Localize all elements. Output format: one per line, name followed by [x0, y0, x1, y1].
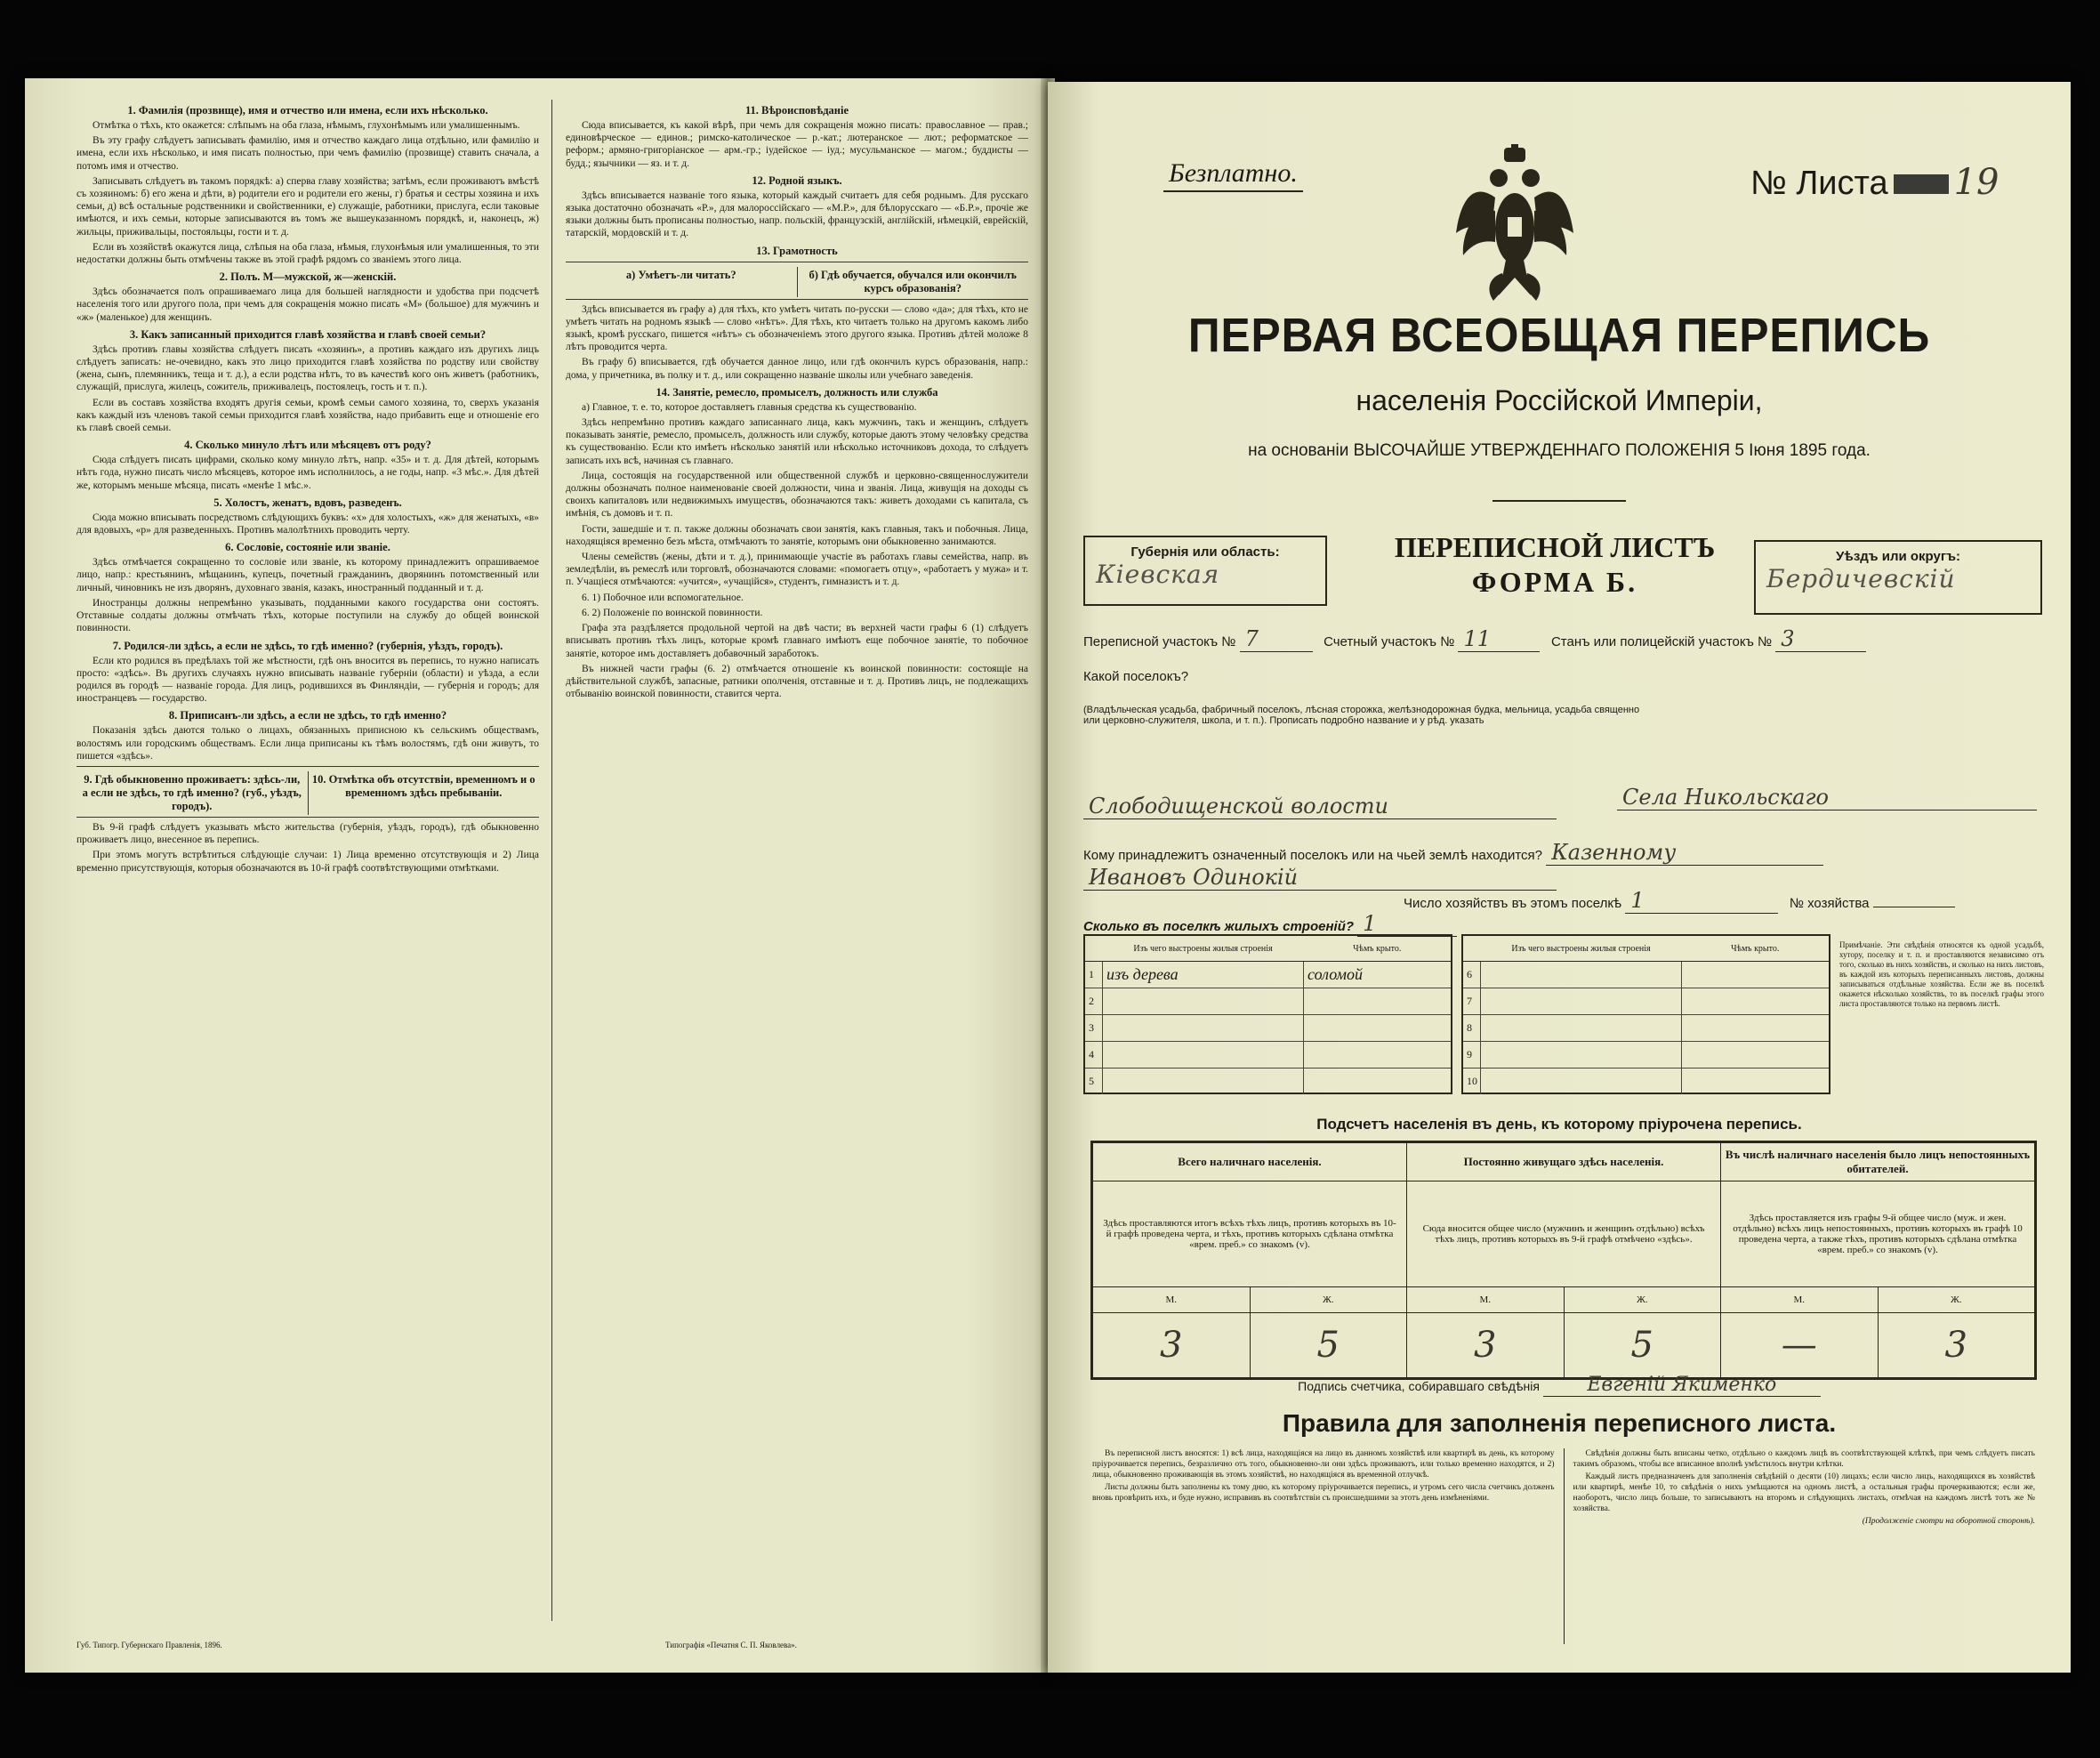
settlement-hint: (Владѣльческая усадьба, фабричный поселокъ, лѣсная сторожка, желѣзнодорожная будка, мельница, усадьба священно или церковно-служителя, школа, и т. п.). Прописать подробно название и у рѣд. указать: [1083, 705, 1640, 726]
legal-basis: на основаніи ВЫСОЧАЙШЕ УТВЕРЖДЕННАГО ПОЛОЖЕНІЯ 5 Іюня 1895 года.: [1248, 441, 1871, 460]
rules-paragraph: Свѣдѣнія должны быть вписаны четко, отдѣльно о каждомъ лицѣ въ соотвѣтствующей клѣткѣ, при чемъ слѣдуетъ писать такимъ образомъ, чтобы все вписанное вполнѣ умѣстилось внутри клѣтки.: [1573, 1449, 2035, 1469]
bld-header-roof: Чѣмъ крыто.: [1682, 936, 1829, 962]
section-paragraph: Если въ составъ хозяйства входятъ другія семьи, кромѣ семьи самого хозяина, то, сверхъ указанія какъ каждый изъ членовъ такой семьи приходится главѣ хозяйства, надо прибавить еще и отношеніе его къ главѣ своей семьи.: [76, 397, 539, 434]
pop-desc-temporary: Здѣсь проставляется изъ графы 9-й общее число (муж. и жен. отдѣльно) всѣхъ лицъ непостоянныхъ, противъ которыхъ въ графѣ 10 проведена черта, а также тѣхъ, противъ которыхъ сдѣлана отмѣтка «врем. преб.» со знакомъ (v).: [1721, 1181, 2035, 1287]
building-material: [1481, 1015, 1682, 1042]
building-roof: [1682, 988, 1829, 1015]
uezd-box: [1754, 540, 2042, 615]
section-title: 13. Грамотность: [756, 244, 838, 257]
mf-label: Ж.: [1250, 1287, 1407, 1313]
counter-label: Подпись счетчика, собиравшаго свѣдѣнія: [1298, 1379, 1540, 1393]
printer-footer-left: Губ. Типогр. Губернскаго Правленія, 1896.: [76, 1641, 222, 1649]
printer-footer-right: Типографія «Печатня С. П. Яковлева».: [665, 1641, 797, 1649]
rules-footer: (Продолженіе смотри на оборотной сторонѣ).: [1862, 1517, 2035, 1526]
building-row: [1085, 1069, 1451, 1095]
section-paragraph: Если кто родился въ предѣлахъ той же мѣстности, гдѣ онъ вносится въ перепись, то нужно написать просто: «здѣсь». Въ другихъ случаяхъ нужно вписывать названіе губерніи (области) и уѣзда, а если родился въ городѣ — названіе города. Для лицъ, родившихся въ Финляндіи, — губернія и городъ; для иностранцевъ — государство.: [76, 655, 539, 705]
counter-signature: Евгеній Якименко: [1543, 1374, 1821, 1397]
building-number: 6: [1463, 962, 1481, 988]
building-row: [1085, 962, 1451, 988]
form-name: ФОРМА Б.: [1471, 566, 1638, 598]
section-paragraph: 6. 2) Положеніе по воинской повинности.: [582, 607, 763, 618]
section-paragraph: Въ нижней части графы (6. 2) отмѣчается отношеніе къ воинской повинности: состоящіе на дѣйствительной службѣ, запасные, ратники ополченія, отставные и т. д. Противъ лицъ, не подлежащихъ отбыванію воинской повинности, ставится черта.: [566, 663, 1028, 700]
instructions-column-1: [76, 100, 539, 1619]
counter-signature-line: [1048, 1374, 2071, 1397]
section-paragraph: Здѣсь вписывается названіе того языка, который каждый считаетъ для себя роднымъ. Для русскаго языка достаточно обозначать «Р.», для малороссійскаго — «М.Р.», для бѣлорусскаго — «Б.Р.», прочіе же языки должны быть прописаны полностью, напр. польскій, французскій, англійскій, нѣмецкій, еврейскій, татарскій, мордовскій и т. д.: [566, 190, 1028, 239]
sheet-number-redaction: [1894, 174, 1949, 194]
section-paragraph: Показанія здѣсь даются только о лицахъ, обязанныхъ приписною къ сельскимъ обществамъ, волостямъ или городскимъ обществамъ. Если лица приписаны къ тѣмъ волостямъ, гдѣ они живутъ, то пишется «здѣсь».: [76, 725, 539, 762]
building-material: [1481, 962, 1682, 988]
section-paragraph: Въ эту графу слѣдуетъ записывать фамилію, имя и отчество каждаго лица отдѣльно, или фамилію и имена, если ихъ нѣсколько, и имя писать полностью, при чемъ фамилію (прозвище) ставить сначала, а потомъ имя и отчество.: [76, 135, 539, 172]
building-material: [1481, 988, 1682, 1015]
building-number: 5: [1085, 1069, 1103, 1095]
box-left: 9. Гдѣ обыкновенно проживаетъ: здѣсь-ли, а если не здѣсь, то гдѣ именно? (губ., уѣздъ, городъ).: [82, 772, 302, 812]
section-paragraph: Въ графу б) вписывается, гдѣ обучается данное лицо, или гдѣ окончилъ курсъ образованія, напр.: дома, у причетника, въ полку и т. д., или сокращенно названіе школы или учебнаго заведенія.: [566, 357, 1028, 381]
owner-label: Кому принадлежитъ означенный поселокъ или на чьей землѣ находится?: [1083, 848, 1543, 863]
rules-paragraph: Листы должны быть заполнены къ тому дню, къ которому пріурочивается перепись, и утромъ сего числа счетчикъ долженъ вновь провѣрить ихъ, и буде нужно, исправивъ въ соотвѣтствіи съ происшедшими за этотъ день измѣненіями.: [1092, 1483, 1555, 1503]
gubernia-box: [1083, 536, 1327, 606]
pop-value: 5: [1250, 1313, 1407, 1378]
box-right: б) Гдѣ обучается, обучался или окончилъ курсъ образованія?: [797, 267, 1029, 297]
rules-paragraph: Каждый листъ предназначенъ для заполненія свѣдѣній о десяти (10) лицахъ; если число лицъ, находящихся въ хозяйствѣ или квартирѣ, менѣе 10, то свѣдѣнія о нихъ умѣщаются на одномъ листѣ, а остальныя графы прочеркиваются; если же, наоборотъ, число лицъ больше, то записываютъ на второмъ и слѣдующихъ листахъ, отмѣчая на каждомъ листѣ тотъ же № хозяйства.: [1573, 1472, 2035, 1513]
double-headed-eagle-emblem: [1452, 144, 1577, 304]
uezd-label: Уѣздъ или округъ:: [1835, 549, 1961, 564]
building-material: [1481, 1042, 1682, 1069]
section-paragraph: Сюда слѣдуетъ писать цифрами, сколько кому минуло лѣтъ, напр. «35» и т. д. Для дѣтей, которымъ нѣтъ года, нужно писать число мѣсяцевъ, которое имъ исполнилось, а не годы, напр. «3 мѣс.». Для дѣтей же, которымъ меньше мѣсяца, писать «менѣе 1 мѣс.».: [76, 455, 539, 491]
population-heading: Подсчетъ населенія въ день, къ которому пріурочена перепись.: [1316, 1116, 1802, 1133]
rules-columns: [1083, 1448, 2044, 1644]
mf-label: М.: [1093, 1287, 1251, 1313]
census-form-page: [1048, 82, 2071, 1673]
owner-line: [1083, 840, 2044, 866]
section-paragraph: Отмѣтка о тѣхъ, кто окажется: слѣпымъ на оба глаза, нѣмымъ, глухонѣмымъ или умалишеннымъ.: [93, 120, 520, 131]
pop-value: —: [1721, 1313, 1879, 1378]
building-roof: [1304, 1042, 1451, 1069]
column-divider: [551, 100, 552, 1621]
building-material: [1103, 1042, 1304, 1069]
rules-column-2: [1564, 1448, 2045, 1644]
settlement-line: [1083, 669, 2044, 684]
building-material: [1481, 1069, 1682, 1095]
rules-column-1: [1083, 1448, 1564, 1644]
building-number: 1: [1085, 962, 1103, 988]
district-line: Переписной участокъ № 7 Счетный участокъ № 11 Станъ или полицейскій участокъ № 3: [1083, 626, 2044, 652]
pop-value: 3: [1407, 1313, 1565, 1378]
section-paragraph: Лица, состоящія на государственной или общественной службѣ и церковно-священнослужители должны обозначать полное наименованіе своей должности, чина и званія. Лица, живущія на доходы съ своихъ капиталовъ или недвижимыхъ имуществъ, обозначаются такъ: живетъ доходами съ капитала, съ имѣнія, съ домовъ и т. п.: [566, 470, 1028, 520]
section-paragraph: Здѣсь непремѣнно противъ каждаго записаннаго лица, какъ мужчинъ, такъ и женщинъ, слѣдуетъ показывать занятіе, ремесло, промыселъ, должность или службу, которые даютъ этому человѣку средства къ существованію. Если кто имѣетъ нѣсколько занятій или нѣсколько источниковъ дохода, то слѣдуетъ записать ихъ всѣ, начиная съ главнаго.: [566, 417, 1028, 466]
building-material: [1103, 988, 1304, 1015]
sheet-number-label: № Листа: [1750, 165, 1888, 202]
pop-desc-present: Здѣсь проставляются итогъ всѣхъ тѣхъ лицъ, противъ которыхъ въ 10-й графѣ проведена черта, и тѣхъ, противъ которыхъ сдѣлана отмѣтка «врем. преб.» со знакомъ (v).: [1093, 1181, 1407, 1287]
section-paragraph: Графа эта раздѣляется продольной чертой на двѣ части; въ верхней части графы 6 (1) слѣдуетъ вписывать противъ тѣхъ лицъ, которые кромѣ главнаго имѣютъ еще побочное занятіе, то побочное занятіе, которое имъ доставляетъ добавочный заработокъ.: [566, 623, 1028, 659]
pop-value: 5: [1564, 1313, 1721, 1378]
title-divider: [1493, 500, 1626, 502]
section-paragraph: Сюда вписывается, къ какой вѣрѣ, при чемъ для сокращенія можно писать: православное — прав.; единовѣрческое — единов.; римско-католическое — р.-кат.; лютеранское — лют.; реформатское — реформ.; армяно-григоріанское — арм.-гр.; іудейское — іуд.; мусульманское — магом.; буддисты — будд.; язычники — яз. и т. д.: [566, 120, 1028, 169]
section-paragraph: Записывать слѣдуетъ въ такомъ порядкѣ: а) сперва главу хозяйства; затѣмъ, если проживаютъ вмѣстѣ съ хозяиномъ: б) его жена и дѣти, в) родители его и родители его жены, г) братья и сестры хозяина и ихъ семьи, д) всѣ остальные родственники и свойственники, е) служащіе, работники, прислуга, если таковые имѣются, и ихъ семьи, которые записываются въ томъ же вышеуказанномъ порядкѣ, и, наконецъ, ж) жильцы, приживальцы, постояльцы, гости и т. д.: [76, 175, 539, 238]
gubernia-value: Кіевская: [1096, 560, 1220, 589]
buildings-line: Сколько въ поселкѣ жилыхъ строеній? 1: [1083, 911, 2044, 937]
settlement-value-1: Села Никольскаго: [1617, 785, 2037, 810]
building-roof: [1682, 1042, 1829, 1069]
buildings-table: [1083, 934, 1830, 1094]
section-paragraph: а) Главное, т. е. то, которое доставляетъ главныя средства къ существованію.: [582, 401, 917, 413]
building-row: [1085, 988, 1451, 1015]
households-line: Число хозяйствъ въ этомъ поселкѣ 1 № хозяйства: [1404, 888, 2044, 914]
mf-label: Ж.: [1878, 1287, 2035, 1313]
building-material: [1103, 1069, 1304, 1095]
section-paragraph: Здѣсь противъ главы хозяйства слѣдуетъ писать «хозяинъ», а противъ каждаго изъ другихъ лицъ слѣдуетъ записать: не-очевидно, какъ это лицо приходится главѣ хозяйства по родству или свойству (жена, сынъ, племянникъ, теща и т. д.), а если родства нѣтъ, то въ качествѣ кого онъ живетъ (работникъ, служащій, прислуга, жилецъ, сожитель, приживалецъ, постоялецъ, гость и т. п.).: [76, 343, 539, 393]
gubernia-label: Губернія или область:: [1130, 544, 1280, 560]
section-title: 4. Сколько минуло лѣтъ или мѣсяцевъ отъ роду?: [184, 439, 431, 452]
form-title: ПЕРЕПИСНОЙ ЛИСТЪ: [1394, 531, 1716, 563]
pop-col-present: Всего наличнаго населенія.: [1093, 1143, 1407, 1181]
left-page: [25, 78, 1048, 1673]
section-paragraph: 6. 1) Побочное или вспомогательное.: [582, 592, 744, 603]
building-roof: соломой: [1304, 962, 1451, 988]
section-title: 12. Родной языкъ.: [752, 173, 842, 187]
building-roof: [1304, 1069, 1451, 1095]
section-paragraph: Если въ хозяйствѣ окажутся лица, слѣпыя на оба глаза, нѣмыя, глухонѣмыя или умалишенныя, то эти недостатки должны быть отмѣчены также въ этой графѣ рядомъ со званіемъ этого лица.: [76, 241, 539, 266]
split-box: [566, 262, 1028, 300]
building-row: [1463, 988, 1829, 1015]
pop-value: 3: [1093, 1313, 1251, 1378]
mf-label: М.: [1407, 1287, 1565, 1313]
building-number: 10: [1463, 1069, 1481, 1095]
building-row: [1085, 1015, 1451, 1042]
count-district-value: 11: [1458, 626, 1540, 652]
section-paragraph: При этомъ могутъ встрѣтиться слѣдующіе случаи: 1) Лица временно отсутствующія и 2) Лица временно присутствующія, которыя обозначаются въ 10-й графѣ соотвѣтствующими отмѣтками.: [76, 850, 539, 874]
section-paragraph: Въ 9-й графѣ слѣдуетъ указывать мѣсто жительства (губернія, уѣздъ, городъ), гдѣ обыкновенно проживаетъ лицо, внесенное въ перепись.: [76, 821, 539, 846]
section-paragraph: Члены семействъ (жены, дѣти и т. д.), принимающіе участіе въ работахъ главы семейства, напр. въ земледѣліи, въ ремеслѣ или торговлѣ, обозначаются словами: «помогаетъ отцу», «работаетъ у мужа» и т. п. Учащіеся отмѣчаются: «учится», «учащійся», студентъ, гимназистъ и т. д.: [566, 552, 1028, 588]
free-label: Безплатно.: [1163, 158, 1303, 192]
owner-value-1: Казенному: [1546, 840, 1823, 866]
settlement-label: Какой поселокъ?: [1083, 669, 1189, 684]
pop-value: 3: [1878, 1313, 2035, 1378]
form-subtitle: населенія Россійской Имперіи,: [1356, 384, 1763, 416]
section-title: 14. Занятіе, ремесло, промыселъ, должность или служба: [656, 385, 938, 399]
form-title-block: [1368, 531, 1742, 599]
note-text: Примѣчаніе. Эти свѣдѣнія относятся къ одной усадьбѣ, хутору, поселку и т. п. и проставляются независимо отъ того, сколько въ нихъ хозяйствъ, и сколько на нихъ листовъ, въ каждой изъ которыхъ переписанныхъ листовъ, должны записываться отдѣльные хозяйства. Если же въ поселкѣ окажется нѣсколько хозяйствъ, то въ поселкѣ графы этого листа проставляются только на первомъ листѣ.: [1839, 940, 2044, 1008]
building-material: [1103, 1015, 1304, 1042]
pop-col-permanent: Постоянно живущаго здѣсь населенія.: [1407, 1143, 1721, 1181]
settlement-value-2: Слободищенской волости: [1083, 794, 1557, 819]
section-paragraph: Сюда можно вписывать посредствомъ слѣдующихъ буквъ: «х» для холостыхъ, «ж» для женатыхъ, «в» для вдовыхъ, «р» для разведенныхъ. Противъ малолѣтнихъ проводить черту.: [76, 512, 539, 536]
building-number: 3: [1085, 1015, 1103, 1042]
section-title: 5. Холостъ, женатъ, вдовъ, разведенъ.: [213, 496, 402, 509]
sheet-number-value: 19: [1953, 162, 1999, 203]
buildings-table-right: [1461, 934, 1830, 1094]
section-paragraph: Иностранцы должны непремѣнно указывать, подданными какого государства они состоятъ. Отставные солдаты должны отмѣчать тѣхъ, которые поступили на службу до общей воинской повинности.: [76, 597, 539, 634]
bld-header-built: Изъ чего выстроены жилыя строенія: [1481, 936, 1682, 962]
form-main-title: ПЕРВАЯ ВСЕОБЩАЯ ПЕРЕПИСЬ: [1187, 309, 1931, 362]
split-box: [76, 766, 539, 818]
building-number: 8: [1463, 1015, 1481, 1042]
building-number: 7: [1463, 988, 1481, 1015]
buildings-table-left: [1083, 934, 1452, 1094]
section-title: 7. Родился-ли здѣсь, а если не здѣсь, то гдѣ именно? (губернія, уѣздъ, городъ).: [112, 639, 503, 652]
section-paragraph: Здѣсь вписывается въ графу а) для тѣхъ, кто умѣетъ читать по-русски — слово «да»; для тѣхъ, кто не умѣетъ читать на родномъ языкѣ — слово «нѣтъ». Для тѣхъ, кто читаетъ только на другомъ какомъ либо языкѣ, кромѣ русскаго, пишется «нѣтъ» съ обозначеніемъ этого другого языка. Противъ дѣтей моложе 8 лѣтъ проводится черта.: [566, 303, 1028, 353]
building-roof: [1682, 1069, 1829, 1095]
building-row: [1463, 962, 1829, 988]
buildings-value: 1: [1357, 911, 1457, 937]
pop-desc-permanent: Сюда вносится общее число (мужчинъ и женщинъ отдѣльно) всѣхъ тѣхъ лицъ, противъ которыхъ въ 9-й графѣ отмѣчено «здѣсь».: [1407, 1181, 1721, 1287]
mf-label: Ж.: [1564, 1287, 1721, 1313]
rules-paragraph: Въ переписной листъ вносятся: 1) всѣ лица, находящіяся на лицо въ данномъ хозяйствѣ или квартирѣ въ день, къ которому пріурочивается перепись, безразлично отъ того, обыкновенно-ли они здѣсь проживаютъ, или только временно находятся, и 2) лица, обыкновенно проживающія въ этомъ хозяйствѣ, но находящіяся въ временной отлучкѣ.: [1092, 1449, 1555, 1480]
building-number: 4: [1085, 1042, 1103, 1069]
stan-value: 3: [1775, 626, 1866, 652]
building-roof: [1304, 988, 1451, 1015]
section-title: 3. Какъ записанный приходится главѣ хозяйства и главѣ своей семьи?: [129, 327, 487, 341]
building-row: [1463, 1015, 1829, 1042]
section-title: 6. Сословіе, состояніе или званіе.: [225, 541, 390, 554]
section-paragraph: Здѣсь отмѣчается сокращенно то сословіе или званіе, къ которому принадлежитъ опрашиваемое лицо, напр.: крестьянинъ, мѣщанинъ, купецъ, почетный гражданинъ, дворянинъ потомственный или личный, чиновникъ не изъ дворянъ, духовнаго званія, казакъ, иностранный подданный и т. д.: [76, 557, 539, 593]
section-title: 8. Приписанъ-ли здѣсь, а если не здѣсь, то гдѣ именно?: [168, 709, 447, 722]
building-roof: [1304, 1015, 1451, 1042]
building-number: 2: [1085, 988, 1103, 1015]
building-row: [1463, 1042, 1829, 1069]
section-title: 1. Фамилія (прозвище), имя и отчество или имена, если ихъ нѣсколько.: [127, 104, 488, 117]
uezd-value: Бердичевскій: [1766, 564, 1956, 593]
section-title: 2. Полъ. М—мужской, ж—женскій.: [219, 270, 397, 284]
building-number: 9: [1463, 1042, 1481, 1069]
building-row: [1085, 1042, 1451, 1069]
pop-col-temporary: Въ числѣ наличнаго населенія было лицъ непостоянныхъ обитателей.: [1721, 1143, 2035, 1181]
households-value: 1: [1625, 888, 1778, 914]
rules-title: Правила для заполненія переписного листа.: [1282, 1409, 1837, 1437]
bld-header-built: Изъ чего выстроены жилыя строенія: [1103, 936, 1304, 962]
section-paragraph: Здѣсь обозначается полъ опрашиваемаго лица для большей наглядности и удобства при подсчетѣ населенія того или другого пола, при чемъ для сокращенія можно писать «М» (большое) для мужчинъ и «ж» (маленькое) для женщинъ.: [76, 286, 539, 323]
building-material: изъ дерева: [1103, 962, 1304, 988]
sheet-number: [1750, 162, 1999, 203]
population-table: [1090, 1141, 2037, 1380]
box-left: а) Умѣетъ-ли читать?: [625, 268, 736, 281]
box-right: 10. Отмѣтка объ отсутствіи, временномъ и о временномъ здѣсь пребываніи.: [308, 771, 540, 815]
bld-header-roof: Чѣмъ крыто.: [1304, 936, 1451, 962]
section-paragraph: Гости, зашедшіе и т. п. также должны обозначать свои занятія, какъ главныя, такъ и побочныя. Лица, находящіяся временно безъ мѣста, отмѣчаютъ то занятіе, которымъ они обыкновенно занимаются.: [566, 523, 1028, 547]
building-roof: [1682, 962, 1829, 988]
mf-label: М.: [1721, 1287, 1879, 1313]
section-title: 11. Вѣроисповѣданіе: [744, 104, 849, 117]
owner-value-2: Ивановъ Одинокій: [1083, 865, 1557, 891]
instructions-column-2: [566, 100, 1028, 1619]
building-row: [1463, 1069, 1829, 1095]
census-district-value: 7: [1240, 626, 1313, 652]
building-roof: [1682, 1015, 1829, 1042]
